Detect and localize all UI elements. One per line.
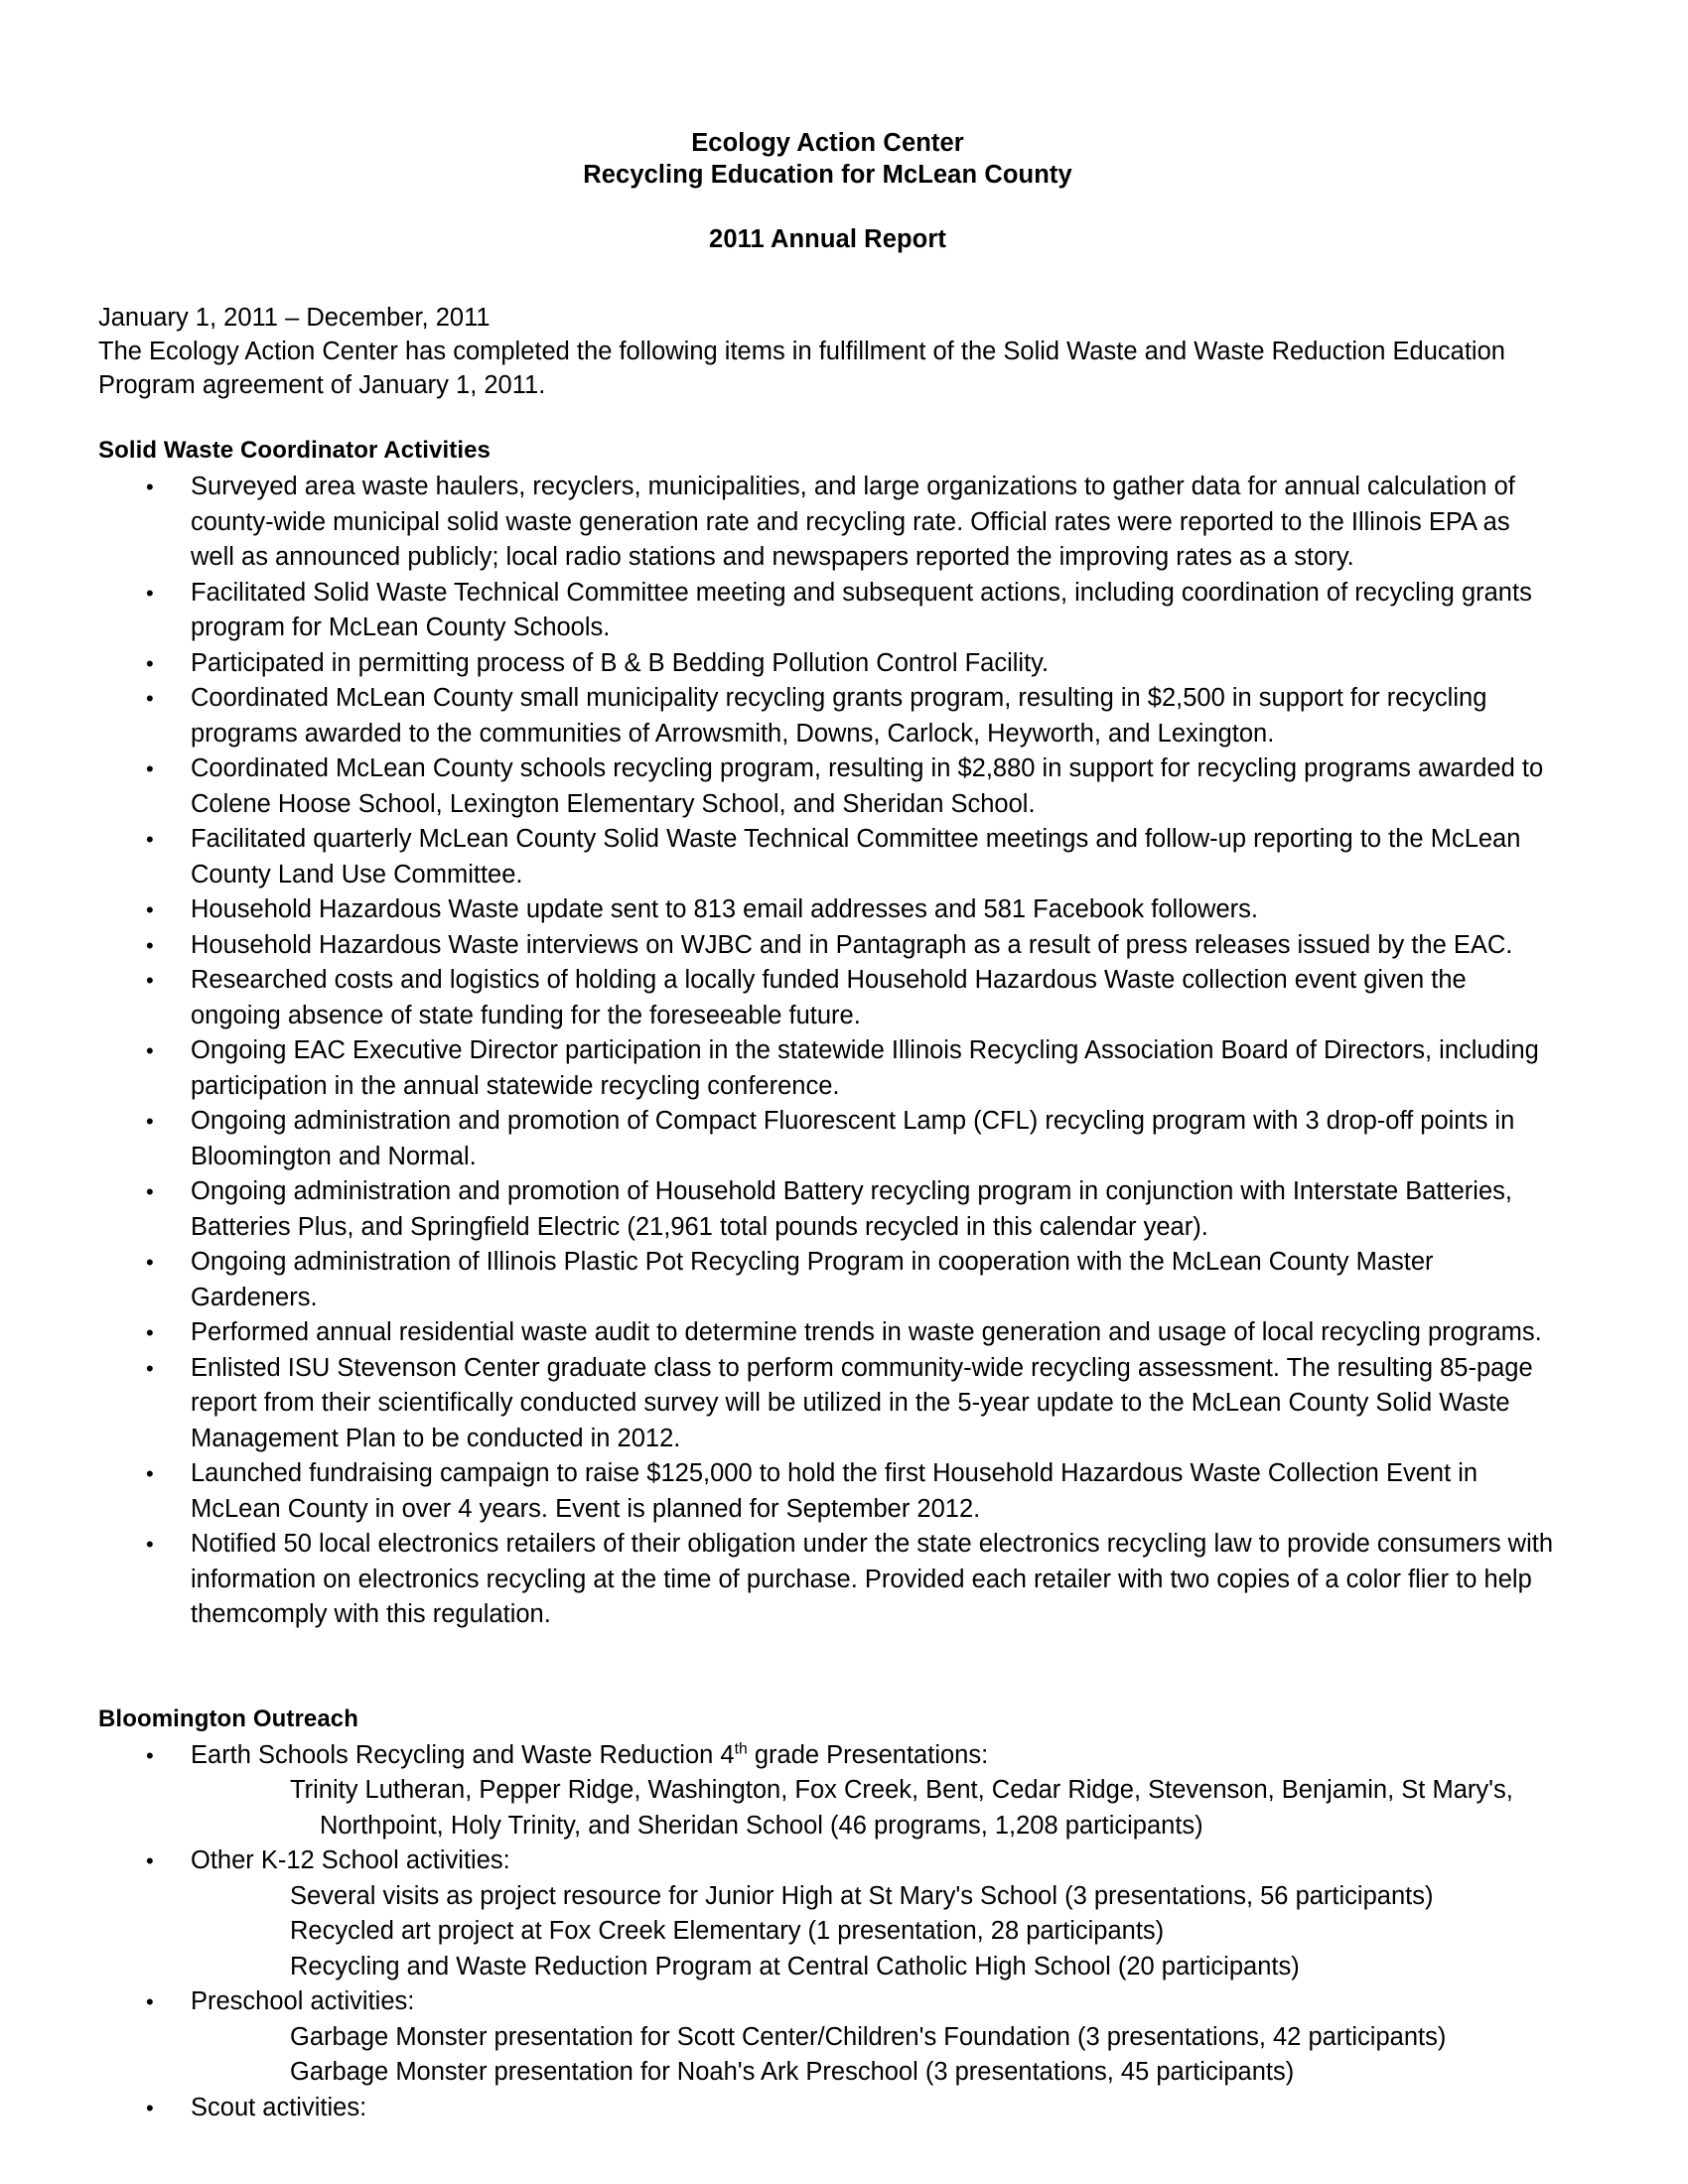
bullet-text: Ongoing administration and promotion of Compact Fluorescent Lamp (CFL) recycling program with 3 drop-off points in Bloomington and Normal. xyxy=(191,1107,1515,1170)
outreach-subline: Several visits as project resource for Junior High at St Mary's School (3 presentations, 56 participants) xyxy=(290,1881,1434,1910)
outreach-label-text: Preschool activities: xyxy=(191,1987,415,2015)
report-period: January 1, 2011 – December, 2011 xyxy=(98,304,491,332)
bullet-text: Ongoing administration of Illinois Plastic Pot Recycling Program in cooperation with the McLean County Master Gardeners. xyxy=(191,1248,1434,1311)
bullet-item xyxy=(98,1456,1557,1527)
outreach-label-text: Earth Schools Recycling and Waste Reduction 4 xyxy=(191,1740,735,1769)
bullet-text: Coordinated McLean County schools recycling program, resulting in $2,880 in support for recycling programs awarded to Colene Hoose School, Lexington Elementary School, and Sheridan School. xyxy=(191,754,1544,818)
outreach-item-label xyxy=(191,1741,988,1769)
outreach-item xyxy=(98,1738,1557,1844)
bullet-text: Surveyed area waste haulers, recyclers, municipalities, and large organizations to gather data for annual calculation of county-wide municipal solid waste generation rate and recycling rate. Official rates were reported to the Illinois EPA as well as announced publicly; local radio stations and newspapers reported the improving rates as a story. xyxy=(191,473,1515,571)
outreach-label-text-cont: grade Presentations: xyxy=(747,1740,989,1769)
bullet-text: Notified 50 local electronics retailers of their obligation under the state electronics recycling law to provide consumers with information on electronics recycling at the time of purchase. Provided each retailer with two copies of a color flier to help themcomply with this regulation. xyxy=(191,1530,1554,1628)
bullet-text: Researched costs and logistics of holding a locally funded Household Hazardous Waste collection event given the ongoing absence of state funding for the foreseeable future. xyxy=(191,966,1467,1029)
bullet-text: Coordinated McLean County small municipality recycling grants program, resulting in $2,500 in support for recycling programs awarded to the communities of Arrowsmith, Downs, Carlock, Heyworth, and Lexington. xyxy=(191,684,1487,748)
bullet-item xyxy=(98,751,1557,822)
bullet-item xyxy=(98,892,1557,928)
organization-title: Ecology Action Center xyxy=(691,129,964,157)
bullet-item xyxy=(98,822,1557,892)
bullet-item xyxy=(98,1315,1557,1351)
bullet-item xyxy=(98,470,1557,576)
bullet-text: Facilitated Solid Waste Technical Committee meeting and subsequent actions, including coordination of recycling grants program for McLean County Schools. xyxy=(191,578,1532,641)
bullet-text: Facilitated quarterly McLean County Solid Waste Technical Committee meetings and follow-up reporting to the McLean County Land Use Committee. xyxy=(191,825,1521,888)
bullet-text: Household Hazardous Waste update sent to 813 email addresses and 581 Facebook followers. xyxy=(191,895,1258,923)
ordinal-suffix: th xyxy=(734,1740,748,1757)
outreach-item-label xyxy=(191,1987,414,2015)
bullet-text: Participated in permitting process of B & B Bedding Pollution Control Facility. xyxy=(191,648,1050,677)
bullet-text: Performed annual residential waste audit to determine trends in waste generation and usage of local recycling programs. xyxy=(191,1318,1542,1346)
bullet-item xyxy=(98,1245,1557,1315)
outreach-sublist xyxy=(191,1879,1557,1985)
bullet-text: Ongoing EAC Executive Director participation in the statewide Illinois Recycling Association Board of Directors, including participation in the annual statewide recycling conference. xyxy=(191,1036,1539,1100)
bullet-item xyxy=(98,681,1557,751)
outreach-subline: Recycled art project at Fox Creek Elementary (1 presentation, 28 participants) xyxy=(290,1917,1165,1945)
bullet-text: Launched fundraising campaign to raise $125,000 to hold the first Household Hazardous Waste Collection Event in McLean County in over 4 years. Event is planned for September 2012. xyxy=(191,1459,1478,1523)
bullet-text: Ongoing administration and promotion of Household Battery recycling program in conjunction with Interstate Batteries, Batteries Plus, and Springfield Electric (21,961 total pounds recycled in this calendar year). xyxy=(191,1177,1512,1241)
outreach-subline: Northpoint, Holy Trinity, and Sheridan School (46 programs, 1,208 participants) xyxy=(320,1811,1203,1840)
solid-waste-bullet-list xyxy=(98,470,1557,1633)
bullet-item xyxy=(98,576,1557,646)
bullet-item xyxy=(98,928,1557,964)
outreach-item xyxy=(98,1843,1557,1984)
outreach-label-text: Other K-12 School activities: xyxy=(191,1846,510,1874)
bullet-item xyxy=(98,963,1557,1033)
outreach-item xyxy=(98,1984,1557,2091)
outreach-item-label xyxy=(191,2094,366,2121)
section-spacer xyxy=(98,1633,1557,1671)
outreach-sublist xyxy=(191,1773,1557,1843)
outreach-subline: Trinity Lutheran, Pepper Ridge, Washington, Fox Creek, Bent, Cedar Ridge, Stevenson, Benjamin, St Mary's, xyxy=(290,1776,1513,1804)
outreach-label-text: Scout activities: xyxy=(191,2093,367,2121)
program-title: Recycling Education for McLean County xyxy=(583,161,1072,189)
section-heading-bloomington: Bloomington Outreach xyxy=(98,1705,358,1732)
outreach-subline: Garbage Monster presentation for Noah's Ark Preschool (3 presentations, 45 participants) xyxy=(290,2058,1295,2086)
bullet-item xyxy=(98,646,1557,682)
outreach-item xyxy=(98,2091,1557,2126)
bullet-item xyxy=(98,1104,1557,1174)
report-title: 2011 Annual Report xyxy=(709,225,946,253)
bullet-item xyxy=(98,1351,1557,1457)
outreach-item-label xyxy=(191,1846,510,1874)
bloomington-outreach-list xyxy=(98,1738,1557,2126)
intro-paragraph: The Ecology Action Center has completed the following items in fulfillment of the Solid Waste and Waste Reduction Education Program agreement of January 1, 2011. xyxy=(98,338,1505,399)
outreach-subline: Garbage Monster presentation for Scott Center/Children's Foundation (3 presentations, 42 participants) xyxy=(290,2022,1447,2051)
bullet-item xyxy=(98,1033,1557,1104)
outreach-subline: Recycling and Waste Reduction Program at Central Catholic High School (20 participants) xyxy=(290,1952,1300,1980)
section-heading-solid-waste: Solid Waste Coordinator Activities xyxy=(98,437,492,464)
outreach-sublist xyxy=(191,2020,1557,2091)
bullet-item xyxy=(98,1174,1557,1245)
bullet-text: Enlisted ISU Stevenson Center graduate class to perform community-wide recycling assessment. The resulting 85-page report from their scientifically conducted survey will be utilized in the 5-year update to the McLean County Solid Waste Management Plan to be conducted in 2012. xyxy=(191,1353,1533,1452)
bullet-item xyxy=(98,1527,1557,1633)
bullet-text: Household Hazardous Waste interviews on WJBC and in Pantagraph as a result of press releases issued by the EAC. xyxy=(191,930,1513,959)
